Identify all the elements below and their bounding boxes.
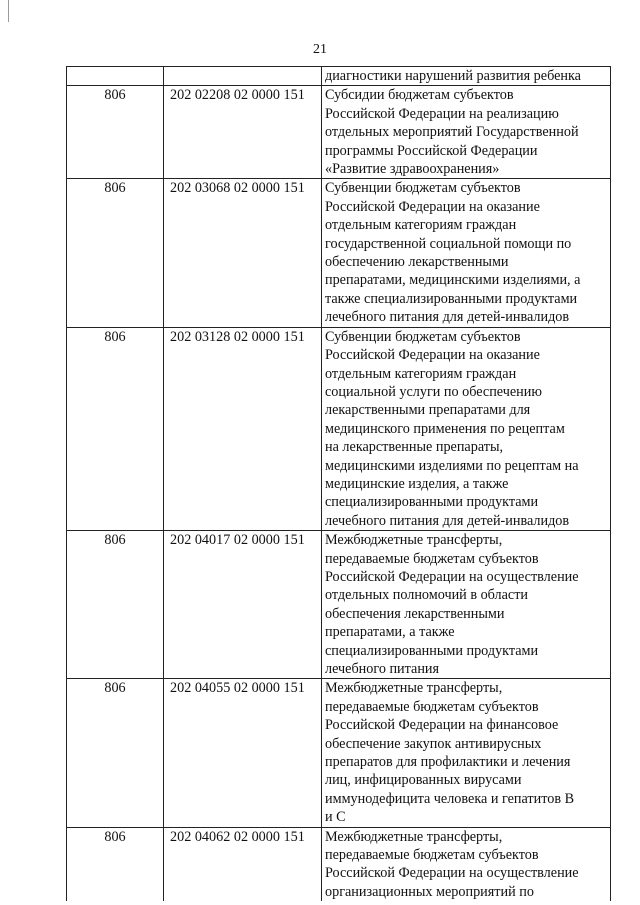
scan-edge-mark (8, 0, 9, 22)
table-row (67, 827, 611, 901)
table-row (67, 86, 611, 179)
page-number: 21 (313, 42, 327, 57)
revenue-name-cell (322, 827, 611, 901)
budget-code-cell: 202 02208 02 0000 151 (164, 86, 322, 179)
table-row (67, 67, 611, 86)
admin-code-cell: 806 (67, 86, 164, 179)
revenue-name-text: Субвенции бюджетам субъектов Российской Федерации на оказание отдельным категориям граждан государственной социальной помощи по обеспечению лекарственными препаратами, медицинскими изделиями, а также специализированными продуктами лечебного питания для детей-инвалидов (325, 180, 581, 326)
admin-code-cell (67, 67, 164, 86)
budget-classification-table (66, 66, 611, 901)
admin-code-cell: 806 (67, 179, 164, 327)
revenue-name-cell (322, 67, 611, 86)
budget-code-cell: 202 04062 02 0000 151 (164, 827, 322, 901)
table-row (67, 531, 611, 679)
budget-code-cell: 202 04017 02 0000 151 (164, 531, 322, 679)
revenue-name-text: Межбюджетные трансферты, передаваемые бюджетам субъектов Российской Федерации на осуществление организационных мероприятий по (325, 828, 579, 900)
revenue-name-cell (322, 531, 611, 679)
admin-code-cell: 806 (67, 827, 164, 901)
revenue-name-text: Межбюджетные трансферты, передаваемые бюджетам субъектов Российской Федерации на осуществление отдельных полномочий в области обеспечения лекарственными препаратами, а также специализированными продуктами лечебного питания (325, 532, 579, 677)
revenue-name-cell (322, 327, 611, 530)
admin-code-cell: 806 (67, 531, 164, 679)
revenue-name-cell (322, 679, 611, 827)
revenue-name-text: Межбюджетные трансферты, передаваемые бюджетам субъектов Российской Федерации на финансовое обеспечение закупок антивирусных препаратов для профилактики и лечения лиц, инфицированных вирусами иммунодефицита человека и гепатитов В и С (325, 680, 575, 826)
revenue-name-cell (322, 86, 611, 179)
table-row (67, 679, 611, 827)
admin-code-cell: 806 (67, 327, 164, 530)
table-row (67, 327, 611, 530)
admin-code-cell: 806 (67, 679, 164, 827)
budget-code-cell: 202 03068 02 0000 151 (164, 179, 322, 327)
budget-code-cell: 202 04055 02 0000 151 (164, 679, 322, 827)
budget-code-cell (164, 67, 322, 86)
budget-code-cell: 202 03128 02 0000 151 (164, 327, 322, 530)
revenue-name-text: диагностики нарушений развития ребенка (325, 68, 581, 84)
revenue-name-text: Субсидии бюджетам субъектов Российской Федерации на реализацию отдельных мероприятий Государственной программы Российской Федерации «Развитие здравоохранения» (325, 87, 579, 178)
revenue-name-text: Субвенции бюджетам субъектов Российской Федерации на оказание отдельным категориям граждан социальной услуги по обеспечению лекарственными препаратами для медицинского применения по рецептам на лекарственные препараты, медицинскими изделиями по рецептам на медицинские изделия, а также специализированными продуктами лечебного питания для детей-инвалидов (325, 328, 579, 529)
table-row (67, 179, 611, 327)
revenue-name-cell (322, 179, 611, 327)
